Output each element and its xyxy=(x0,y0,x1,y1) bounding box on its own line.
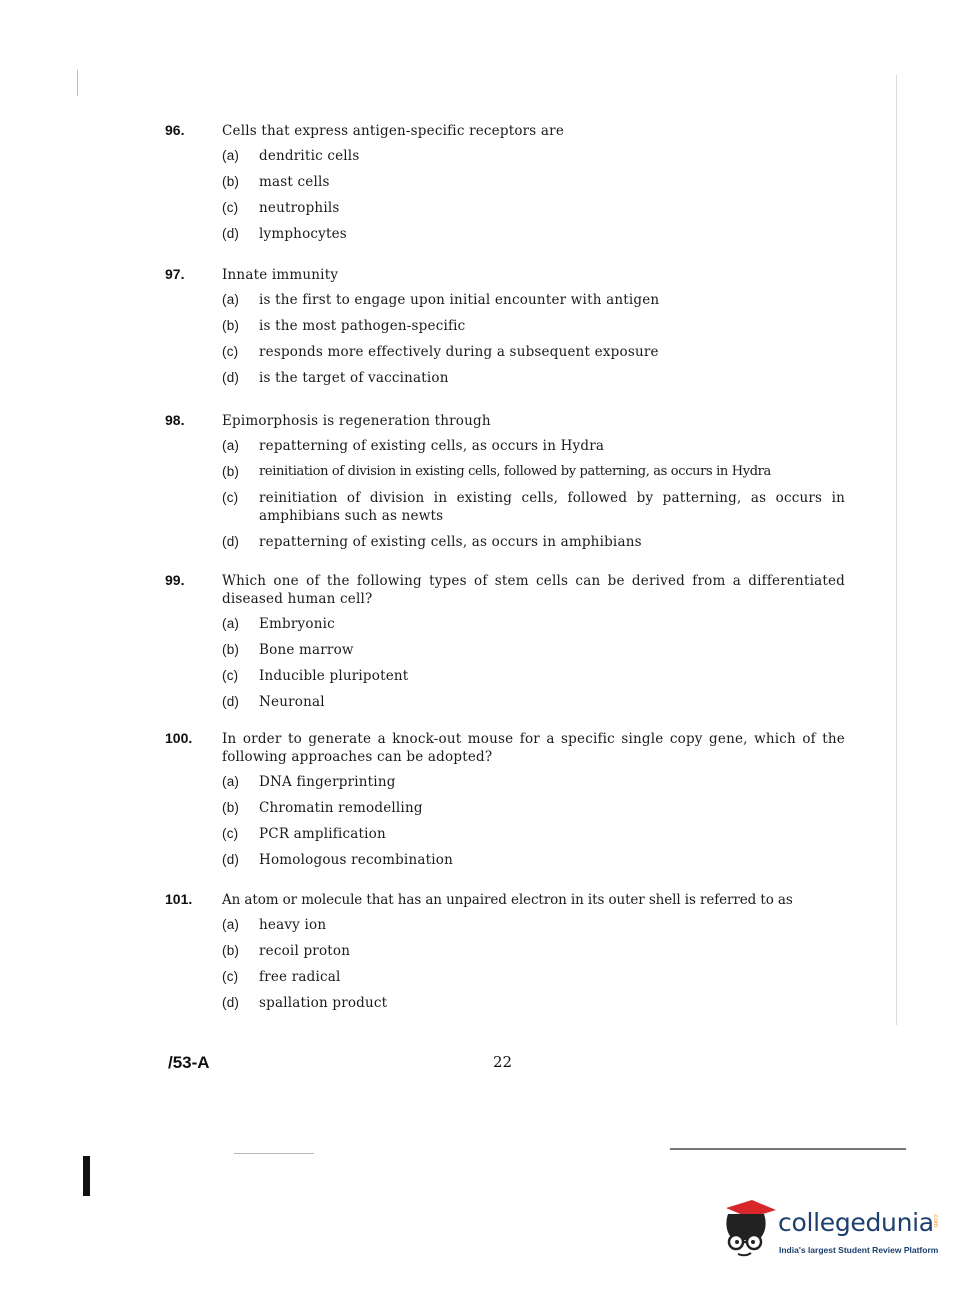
option-text: is the most pathogen-specific xyxy=(259,318,466,334)
scan-bar-left xyxy=(83,1156,90,1196)
option-text: Chromatin remodelling xyxy=(259,800,423,816)
page-number: 22 xyxy=(493,1053,513,1071)
option-a xyxy=(222,437,845,455)
option-letter: (c) xyxy=(222,826,239,841)
option-letter: (c) xyxy=(222,200,239,215)
question-97 xyxy=(165,266,845,395)
question-101 xyxy=(165,891,845,1020)
option-c xyxy=(222,968,845,986)
option-d xyxy=(222,851,845,869)
option-b xyxy=(222,317,845,335)
question-text: Epimorphosis is regeneration through xyxy=(222,413,491,429)
option-c xyxy=(222,825,845,843)
question-96 xyxy=(165,122,845,251)
option-a xyxy=(222,615,845,633)
option-text: free radical xyxy=(259,969,341,985)
option-a xyxy=(222,916,845,934)
option-text: neutrophils xyxy=(259,200,340,216)
option-text: repatterning of existing cells, as occurs in Hydra xyxy=(259,438,605,454)
option-d xyxy=(222,225,845,243)
option-c xyxy=(222,343,845,361)
option-letter: (b) xyxy=(222,800,240,815)
option-letter: (a) xyxy=(222,292,240,307)
option-text: reinitiation of division in existing cells, followed by patterning, as occurs in amphibians such as newts xyxy=(259,490,845,524)
question-99 xyxy=(165,572,845,719)
option-letter: (a) xyxy=(222,616,240,631)
graduate-mascot-icon xyxy=(718,1196,778,1258)
question-text: Innate immunity xyxy=(222,267,339,283)
option-letter: (d) xyxy=(222,370,240,385)
option-c xyxy=(222,489,845,525)
option-text: Neuronal xyxy=(259,694,325,710)
option-letter: (b) xyxy=(222,642,240,657)
question-number: 96. xyxy=(165,122,185,138)
option-text: lymphocytes xyxy=(259,226,347,242)
option-d xyxy=(222,994,845,1012)
option-letter: (d) xyxy=(222,852,240,867)
option-letter: (c) xyxy=(222,344,239,359)
option-text: Inducible pluripotent xyxy=(259,668,409,684)
option-text: DNA fingerprinting xyxy=(259,774,396,790)
booklet-code: /53-A xyxy=(168,1053,210,1072)
option-text: Homologous recombination xyxy=(259,852,453,868)
option-letter: (d) xyxy=(222,995,240,1010)
option-text: repatterning of existing cells, as occurs in amphibians xyxy=(259,534,642,550)
question-text: In order to generate a knock-out mouse for a specific single copy gene, which of the following approaches can be adopted? xyxy=(222,731,845,765)
options-list xyxy=(222,437,845,551)
option-text: Bone marrow xyxy=(259,642,354,658)
options-list xyxy=(222,291,845,387)
question-text: Which one of the following types of stem cells can be derived from a differentiated diseased human cell? xyxy=(222,573,845,607)
logo-suffix: .com xyxy=(932,1213,939,1228)
option-letter: (d) xyxy=(222,226,240,241)
option-d xyxy=(222,369,845,387)
option-b xyxy=(222,799,845,817)
option-letter: (c) xyxy=(222,668,239,683)
question-number: 100. xyxy=(165,730,193,746)
option-letter: (a) xyxy=(222,917,240,932)
option-text: dendritic cells xyxy=(259,148,360,164)
option-letter: (a) xyxy=(222,774,240,789)
question-number: 99. xyxy=(165,572,185,588)
options-list xyxy=(222,147,845,243)
option-letter: (c) xyxy=(222,969,239,984)
scan-edge-right xyxy=(896,75,897,1025)
scan-line-bottom xyxy=(670,1148,906,1150)
option-c xyxy=(222,199,845,217)
option-text: reinitiation of division in existing cells, followed by patterning, as occurs in Hydra xyxy=(259,464,771,479)
option-text: heavy ion xyxy=(259,917,327,933)
question-number: 97. xyxy=(165,266,185,282)
option-b xyxy=(222,173,845,191)
logo-wordmark: collegedunia xyxy=(778,1208,934,1237)
logo-tagline: India's largest Student Review Platform xyxy=(779,1245,939,1255)
scan-mark-left xyxy=(77,70,78,96)
option-letter: (a) xyxy=(222,148,240,163)
option-d xyxy=(222,693,845,711)
question-98 xyxy=(165,412,845,559)
question-text: An atom or molecule that has an unpaired electron in its outer shell is referred to as xyxy=(222,892,793,908)
option-c xyxy=(222,667,845,685)
options-list xyxy=(222,773,845,869)
option-d xyxy=(222,533,845,551)
option-text: responds more effectively during a subsequent exposure xyxy=(259,344,659,360)
option-letter: (d) xyxy=(222,694,240,709)
option-text: spallation product xyxy=(259,995,388,1011)
option-letter: (b) xyxy=(222,318,240,333)
option-text: PCR amplification xyxy=(259,826,386,842)
option-a xyxy=(222,147,845,165)
scan-line-bottom-faint xyxy=(234,1153,314,1154)
option-letter: (b) xyxy=(222,464,240,479)
question-number: 101. xyxy=(165,891,193,907)
question-100 xyxy=(165,730,845,877)
option-letter: (d) xyxy=(222,534,240,549)
option-letter: (b) xyxy=(222,943,240,958)
option-text: Embryonic xyxy=(259,616,335,632)
option-text: mast cells xyxy=(259,174,330,190)
option-a xyxy=(222,773,845,791)
option-b xyxy=(222,942,845,960)
question-number: 98. xyxy=(165,412,185,428)
option-letter: (a) xyxy=(222,438,240,453)
option-letter: (c) xyxy=(222,490,239,505)
collegedunia-logo xyxy=(718,1196,948,1266)
option-letter: (b) xyxy=(222,174,240,189)
option-b xyxy=(222,641,845,659)
options-list xyxy=(222,916,845,1012)
question-text: Cells that express antigen-specific receptors are xyxy=(222,123,565,139)
option-a xyxy=(222,291,845,309)
options-list xyxy=(222,615,845,711)
option-text: is the target of vaccination xyxy=(259,370,449,386)
option-text: is the first to engage upon initial encounter with antigen xyxy=(259,292,660,308)
option-b xyxy=(222,463,845,481)
option-text: recoil proton xyxy=(259,943,351,959)
